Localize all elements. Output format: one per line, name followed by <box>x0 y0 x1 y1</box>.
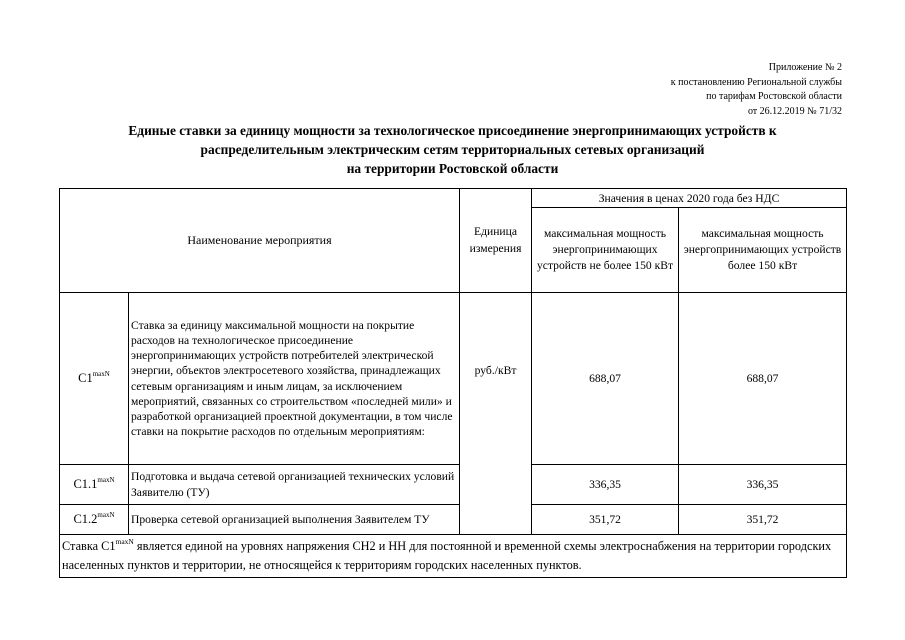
header-col-gt150: максимальная мощность энергопринимающих устройств более 150 кВт <box>679 208 847 293</box>
unit-value: руб./кВт <box>474 363 517 377</box>
row-code <box>60 293 129 465</box>
row-code <box>60 505 129 535</box>
note-prefix: Ставка C1 <box>62 539 116 553</box>
title-line-2: распределительным электрическим сетям территориальных сетевых организаций <box>200 142 705 157</box>
row-code-sup: maxN <box>97 476 115 484</box>
row-code-sup: maxN <box>92 370 110 378</box>
table-note <box>60 535 847 578</box>
row-value-le150: 688,07 <box>532 293 679 465</box>
appendix-line-4: от 26.12.2019 № 71/32 <box>747 105 842 117</box>
row-description: Проверка сетевой организацией выполнения Заявителем ТУ <box>129 505 460 535</box>
document-title <box>60 121 845 178</box>
appendix-line-1: Приложение № 2 <box>768 62 842 73</box>
header-values-group: Значения в ценах 2020 года без НДС <box>532 189 847 208</box>
header-col-le150: максимальная мощность энергопринимающих устройств не более 150 кВт <box>532 208 679 293</box>
title-line-3: на территории Ростовской области <box>346 161 559 176</box>
rates-table <box>59 188 847 578</box>
unit-cell <box>460 293 532 535</box>
row-value-gt150: 351,72 <box>679 505 847 535</box>
header-unit: Единица измерения <box>460 189 532 293</box>
row-value-le150: 351,72 <box>532 505 679 535</box>
note-text: является единой на уровнях напряжения СН2 и НН для постоянной и временной схемы электроснабжения на территории городских населенных пунктов и территории, не относящейся к территориям городских населенных пунктов. <box>62 539 832 572</box>
header-name: Наименование мероприятия <box>60 189 460 293</box>
row-description: Ставка за единицу максимальной мощности на покрытие расходов на технологическое присоединение энергопринимающих устройств потребителей электрической энергии, объектов электросетевого хозяйства, принадлежащих сетевым организациям и иным лицам, за исключением мероприятий, связанных со строительством «последней мили» и разработкой организацией проектной документации, в том числе ставки на покрытие расходов по отдельным мероприятиям: <box>129 293 460 465</box>
row-code-text: C1 <box>78 371 93 385</box>
row-code-text: C1.2 <box>73 512 98 526</box>
row-code-sup: maxN <box>97 511 115 519</box>
row-code <box>60 465 129 505</box>
row-value-le150: 336,35 <box>532 465 679 505</box>
note-sup: maxN <box>115 537 134 546</box>
row-description: Подготовка и выдача сетевой организацией технических условий Заявителю (ТУ) <box>129 465 460 505</box>
appendix-line-2: к постановлению Региональной службы <box>670 76 842 88</box>
appendix-line-3: по тарифам Ростовской области <box>706 91 842 102</box>
row-value-gt150: 336,35 <box>679 465 847 505</box>
row-value-gt150: 688,07 <box>679 293 847 465</box>
title-line-1: Единые ставки за единицу мощности за технологическое присоединение энергопринимающих устройств к <box>128 123 777 138</box>
row-code-text: C1.1 <box>73 477 98 491</box>
appendix-header <box>671 61 842 119</box>
